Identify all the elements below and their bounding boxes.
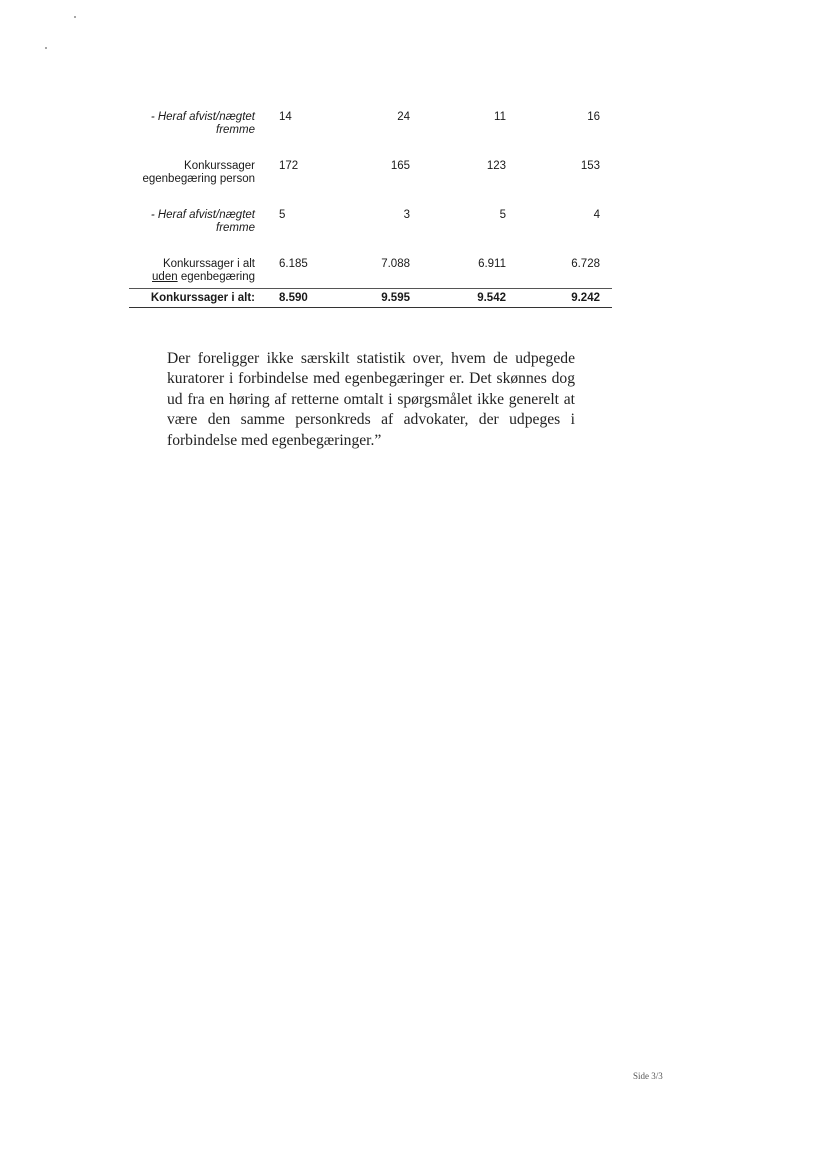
- cell-value: 7.088: [381, 258, 410, 270]
- row-label: - Heraf afvist/nægtet fremme: [150, 111, 255, 136]
- total-value: 9.242: [571, 291, 600, 304]
- total-value: 9.595: [381, 291, 410, 304]
- cell-value: 11: [494, 111, 506, 123]
- cell-value: 24: [397, 111, 410, 123]
- row-label: [129, 258, 255, 284]
- table-row: [129, 209, 612, 258]
- row-label: Konkurssager egenbegæring person: [142, 160, 255, 185]
- cell-value: 123: [486, 160, 506, 172]
- cell-value: 6.185: [279, 258, 308, 270]
- page-number: Side 3/3: [633, 1071, 663, 1081]
- cell-value: 6.911: [478, 258, 506, 270]
- scan-speck: [74, 16, 76, 18]
- table-row: [129, 160, 612, 209]
- cell-value: 5: [279, 209, 286, 221]
- cell-value: 6.728: [571, 258, 600, 270]
- bankruptcy-statistics-table: [129, 110, 612, 308]
- row-label-line1: Konkurssager i alt: [162, 258, 255, 270]
- cell-value: 165: [390, 160, 410, 172]
- row-label-rest: egenbegæring: [177, 271, 255, 283]
- cell-value: 4: [593, 209, 600, 221]
- table-row: [129, 258, 612, 288]
- row-label-underlined-word: uden: [152, 271, 178, 283]
- total-label: Konkurssager i alt:: [150, 291, 255, 304]
- cell-value: 3: [403, 209, 410, 221]
- scan-speck: [45, 47, 47, 49]
- total-value: 8.590: [279, 291, 308, 304]
- cell-value: 16: [587, 111, 600, 123]
- cell-value: 153: [580, 160, 600, 172]
- total-value: 9.542: [477, 291, 506, 304]
- cell-value: 172: [279, 160, 299, 172]
- row-label: - Heraf afvist/nægtet fremme: [150, 209, 255, 234]
- table-total-row: [129, 288, 612, 308]
- table-row: [129, 110, 612, 160]
- cell-value: 5: [499, 209, 506, 221]
- body-paragraph: Der foreligger ikke særskilt statistik over, hvem de udpegede kuratorer i forbindelse med egenbegæringer er. Det skønnes dog ud fra en høring af retterne omtalt i spørgsmålet ikke generelt at være den samme personkreds af advokater, der udpeges i forbindelse med egenbegæringer.”: [167, 349, 575, 449]
- cell-value: 14: [279, 111, 292, 123]
